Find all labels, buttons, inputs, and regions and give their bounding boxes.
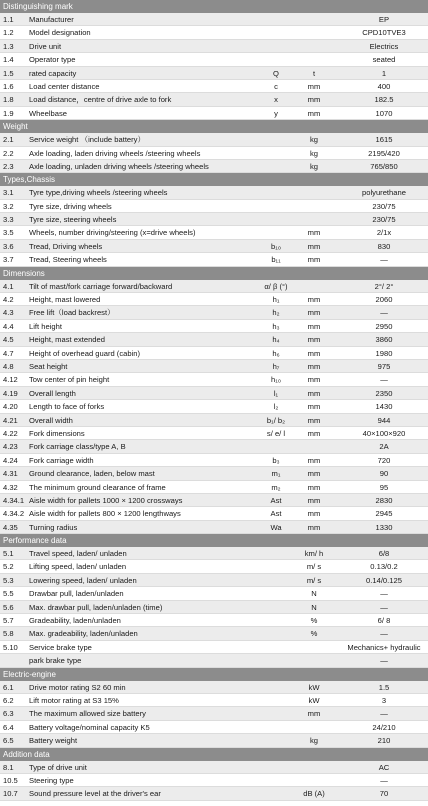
spec-row	[0, 427, 428, 440]
row-value: 3	[381, 695, 387, 705]
row-description: Tyre size, steering wheels	[29, 215, 117, 225]
row-value: Electrics	[369, 41, 399, 51]
row-value: 1330	[375, 522, 393, 532]
spec-row	[0, 494, 428, 507]
row-symbol: b₁₁	[271, 255, 281, 265]
row-number: 3.1	[3, 188, 14, 198]
row-number: 4.24	[3, 455, 18, 465]
row-value: 40×100×920	[362, 428, 406, 438]
spec-row	[0, 67, 428, 80]
row-unit: mm	[307, 241, 321, 251]
row-unit: mm	[307, 402, 321, 412]
row-value: 1615	[375, 135, 393, 145]
row-number: 5.6	[3, 602, 14, 612]
row-unit: mm	[307, 308, 321, 318]
spec-row	[0, 293, 428, 306]
spec-row	[0, 440, 428, 453]
row-description: rated capacity	[29, 68, 77, 78]
row-unit: kW	[308, 682, 320, 692]
row-description: Gradeability, laden/unladen	[29, 616, 121, 626]
row-number: 4.23	[3, 442, 18, 452]
row-value: 90	[379, 469, 389, 479]
row-description: park brake type	[29, 656, 82, 666]
row-value: 1.5	[378, 682, 390, 692]
row-value: 720	[377, 455, 391, 465]
row-description: Seat height	[29, 361, 68, 371]
row-description: Tyre type,driving wheels /steering wheels	[29, 188, 168, 198]
row-value: EP	[378, 15, 390, 24]
row-description: Battery weight	[29, 736, 78, 746]
spec-row	[0, 360, 428, 373]
row-unit: t	[312, 68, 316, 78]
row-value: —	[380, 656, 388, 666]
row-number: 3.3	[3, 215, 14, 225]
row-unit: mm	[307, 375, 321, 385]
row-symbol: h₆	[272, 348, 280, 358]
row-value: 2195/420	[368, 148, 400, 158]
row-description: Operator type	[29, 55, 76, 65]
row-value: 210	[377, 736, 391, 746]
spec-row	[0, 467, 428, 480]
section-header: Types,Chassis	[0, 173, 428, 186]
spec-row	[0, 400, 428, 413]
row-description: Tilt of mast/fork carriage forward/backward	[29, 281, 173, 291]
row-number: 4.1	[3, 281, 14, 291]
row-value: —	[380, 775, 388, 785]
spec-row	[0, 40, 428, 53]
spec-row	[0, 774, 428, 787]
row-value: —	[380, 375, 388, 385]
spec-row	[0, 694, 428, 707]
row-description: Load center distance	[29, 81, 100, 91]
spec-row	[0, 320, 428, 333]
row-description: Load distance，centre of drive axle to fork	[29, 95, 172, 105]
spec-row	[0, 306, 428, 319]
row-value: Mechanics+ hydraulic	[347, 642, 421, 652]
row-number: 1.5	[3, 68, 14, 78]
row-unit: m/ s	[306, 575, 322, 585]
row-value: 2350	[375, 388, 393, 398]
row-unit: mm	[307, 415, 321, 425]
row-value: 944	[377, 415, 391, 425]
row-symbol: c	[274, 81, 278, 91]
spec-row	[0, 200, 428, 213]
row-description: Wheelbase	[29, 108, 67, 118]
row-value: polyurethane	[362, 188, 406, 198]
row-description: Overall width	[29, 415, 73, 425]
row-number: 4.7	[3, 348, 14, 358]
row-number: 5.1	[3, 549, 14, 559]
row-symbol: h₃	[272, 321, 280, 331]
spec-row	[0, 253, 428, 266]
row-symbol: α/ β (°)	[264, 281, 288, 291]
row-number: 4.31	[3, 469, 18, 479]
row-description: Lifting speed, laden/ unladen	[29, 562, 127, 572]
row-description: Turning radius	[29, 522, 78, 532]
row-value: —	[380, 629, 388, 639]
spec-row	[0, 160, 428, 173]
row-number: 6.5	[3, 736, 14, 746]
row-symbol: h₁	[272, 295, 280, 305]
row-number: 10.7	[3, 789, 18, 799]
row-symbol: l₂	[273, 402, 279, 412]
row-unit: %	[310, 629, 318, 639]
row-unit: mm	[307, 108, 321, 118]
spec-row	[0, 601, 428, 614]
row-number: 4.2	[3, 295, 14, 305]
row-value: 230/75	[372, 201, 396, 211]
spec-row	[0, 707, 428, 720]
row-value: 400	[377, 81, 391, 91]
spec-row	[0, 186, 428, 199]
row-symbol: h₇	[272, 361, 280, 371]
row-value: 2A	[379, 442, 389, 452]
spec-row	[0, 26, 428, 39]
row-number: 4.35	[3, 522, 18, 532]
spec-row	[0, 681, 428, 694]
row-unit: mm	[307, 482, 321, 492]
row-description: Wheels, number driving/steering (x=drive wheels)	[29, 228, 196, 238]
section-header: Distinguishing mark	[0, 0, 428, 13]
row-description: Fork dimensions	[29, 428, 85, 438]
spec-row	[0, 280, 428, 293]
row-unit: mm	[307, 522, 321, 532]
row-number: 5.10	[3, 642, 18, 652]
row-number: 4.19	[3, 388, 18, 398]
row-description: Lift motor rating at S3 15%	[29, 695, 119, 705]
row-number: 4.20	[3, 402, 18, 412]
spec-row	[0, 787, 428, 800]
row-unit: mm	[307, 428, 321, 438]
row-number: 3.6	[3, 241, 14, 251]
row-number: 5.8	[3, 629, 14, 639]
row-value: 70	[379, 789, 389, 799]
spec-row	[0, 347, 428, 360]
row-number: 4.22	[3, 428, 18, 438]
row-value: 830	[377, 241, 391, 251]
row-value: 3860	[375, 335, 393, 345]
row-number: 4.3	[3, 308, 14, 318]
row-symbol: m₂	[271, 482, 281, 492]
row-value: 1430	[375, 402, 393, 412]
row-symbol: x	[274, 95, 278, 105]
row-unit: N	[311, 589, 317, 599]
row-number: 2.3	[3, 161, 14, 171]
row-unit: mm	[307, 495, 321, 505]
row-description: Tread, Driving wheels	[29, 241, 103, 251]
spec-row	[0, 654, 428, 667]
row-description: Travel speed, laden/ unladen	[29, 549, 127, 559]
row-value: 0.13/0.2	[370, 562, 398, 572]
spec-row	[0, 226, 428, 239]
row-number: 3.7	[3, 255, 14, 265]
row-symbol: b₁/ b₂	[266, 415, 286, 425]
row-symbol: b₁₀	[271, 241, 281, 251]
row-unit: mm	[307, 228, 321, 238]
spec-row	[0, 107, 428, 120]
row-number: 1.2	[3, 28, 14, 38]
row-description: Overall length	[29, 388, 76, 398]
spec-row	[0, 133, 428, 146]
row-unit: m/ s	[306, 562, 322, 572]
row-symbol: h₁₀	[271, 375, 281, 385]
row-unit: kg	[309, 161, 319, 171]
row-value: —	[380, 308, 388, 318]
row-symbol: s/ e/ l	[266, 428, 286, 438]
row-number: 2.2	[3, 148, 14, 158]
spec-row	[0, 80, 428, 93]
row-number: 4.4	[3, 321, 14, 331]
row-description: Drawbar pull, laden/unladen	[29, 589, 124, 599]
row-description: Sound pressure level at the driver's ear	[29, 789, 161, 799]
row-number: 4.5	[3, 335, 14, 345]
section-header: Weight	[0, 120, 428, 133]
row-symbol: h₂	[272, 308, 280, 318]
row-value: 2830	[375, 495, 393, 505]
row-number: 4.8	[3, 361, 14, 371]
row-unit: mm	[307, 321, 321, 331]
row-number: 5.2	[3, 562, 14, 572]
row-unit: mm	[307, 469, 321, 479]
row-value: 2950	[375, 321, 393, 331]
row-value: 95	[379, 482, 389, 492]
row-description: Manufacturer	[29, 15, 74, 24]
row-description: Battery voltage/nominal capacity K5	[29, 722, 150, 732]
row-description: Drive unit	[29, 41, 62, 51]
row-unit: mm	[307, 388, 321, 398]
row-number: 5.5	[3, 589, 14, 599]
row-symbol: Wa	[270, 522, 282, 532]
row-number: 4.34.2	[3, 509, 25, 519]
spec-row	[0, 13, 428, 26]
row-symbol: Ast	[270, 495, 282, 505]
row-description: Height, mast extended	[29, 335, 105, 345]
spec-row	[0, 641, 428, 654]
spec-row	[0, 240, 428, 253]
row-description: Tyre size, driving wheels	[29, 201, 112, 211]
spec-row	[0, 574, 428, 587]
section-header: Dimensions	[0, 267, 428, 280]
row-number: 1.1	[3, 15, 14, 24]
row-number: 5.3	[3, 575, 14, 585]
row-value: AC	[378, 762, 390, 772]
row-description: Aisle width for pallets 800 × 1200 lengthways	[29, 509, 181, 519]
row-unit: %	[310, 616, 318, 626]
spec-row	[0, 414, 428, 427]
row-description: Max. drawbar pull, laden/unladen (time)	[29, 602, 163, 612]
row-symbol: h₄	[272, 335, 280, 345]
spec-row	[0, 454, 428, 467]
spec-row	[0, 547, 428, 560]
row-symbol: Q	[273, 68, 279, 78]
row-unit: mm	[307, 509, 321, 519]
spec-row	[0, 507, 428, 520]
row-number: 6.1	[3, 682, 14, 692]
row-unit: N	[311, 602, 317, 612]
row-value: 6/8	[378, 549, 390, 559]
row-symbol: b₃	[272, 455, 280, 465]
row-description: Service weight （include battery）	[29, 135, 146, 145]
row-symbol: y	[274, 108, 278, 118]
row-number: 1.6	[3, 81, 14, 91]
spec-row	[0, 333, 428, 346]
row-unit: kg	[309, 135, 319, 145]
row-symbol: Ast	[270, 509, 282, 519]
row-value: 24/210	[372, 722, 396, 732]
spec-row	[0, 627, 428, 640]
row-number: 8.1	[3, 762, 14, 772]
row-value: —	[380, 255, 388, 265]
row-value: seated	[372, 55, 396, 65]
row-description: Tread, Steering wheels	[29, 255, 107, 265]
row-value: 1	[381, 68, 387, 78]
row-unit: mm	[307, 709, 321, 719]
spec-row	[0, 147, 428, 160]
spec-row	[0, 761, 428, 774]
row-description: Height of overhead guard (cabin)	[29, 348, 141, 358]
row-description: Axle loading, laden driving wheels /steering wheels	[29, 148, 201, 158]
row-description: Fork carriage class/type A, B	[29, 442, 126, 452]
row-description: Fork carriage width	[29, 455, 94, 465]
row-description: Lift height	[29, 321, 62, 331]
row-number: 1.4	[3, 55, 14, 65]
row-value: 1980	[375, 348, 393, 358]
row-number: 1.3	[3, 41, 14, 51]
row-unit: mm	[307, 348, 321, 358]
row-value: 2945	[375, 509, 393, 519]
spec-row	[0, 614, 428, 627]
row-number: 3.2	[3, 201, 14, 211]
row-number: 2.1	[3, 135, 14, 145]
row-value: 2°/ 2°	[374, 281, 394, 291]
row-description: The minimum ground clearance of frame	[29, 482, 166, 492]
row-value: —	[380, 589, 388, 599]
spec-row	[0, 213, 428, 226]
row-description: Free lift（load backrest）	[29, 308, 115, 318]
row-number: 6.4	[3, 722, 14, 732]
row-description: Lowering speed, laden/ unladen	[29, 575, 137, 585]
row-description: Height, mast lowered	[29, 295, 101, 305]
row-description: Aisle width for pallets 1000 × 1200 crossways	[29, 495, 183, 505]
spec-row	[0, 587, 428, 600]
section-header: Performance data	[0, 534, 428, 547]
row-number: 1.9	[3, 108, 14, 118]
row-symbol: m₁	[271, 469, 281, 479]
row-value: 1070	[375, 108, 393, 118]
row-unit: mm	[307, 95, 321, 105]
spec-row	[0, 53, 428, 66]
row-description: Max. gradeability, laden/unladen	[29, 629, 138, 639]
row-unit: mm	[307, 335, 321, 345]
spec-row	[0, 521, 428, 534]
row-value: 230/75	[372, 215, 396, 225]
spec-row	[0, 387, 428, 400]
row-value: 2/1x	[376, 228, 392, 238]
row-description: The maximum allowed size battery	[29, 709, 146, 719]
row-value: 975	[377, 361, 391, 371]
row-unit: km/ h	[304, 549, 324, 559]
spec-row	[0, 721, 428, 734]
row-description: Tow center of pin height	[29, 375, 110, 385]
spec-row	[0, 734, 428, 747]
row-value: CPD10TVE3	[362, 28, 406, 38]
row-number: 6.2	[3, 695, 14, 705]
row-number: 3.5	[3, 228, 14, 238]
row-value: —	[380, 602, 388, 612]
row-unit: mm	[307, 81, 321, 91]
row-value: 0.14/0.125	[366, 575, 402, 585]
row-description: Steering type	[29, 775, 74, 785]
spec-row	[0, 373, 428, 386]
row-unit: kg	[309, 736, 319, 746]
row-unit: mm	[307, 455, 321, 465]
section-header: Electric-engine	[0, 668, 428, 681]
row-unit: mm	[307, 295, 321, 305]
row-description: Ground clearance, laden, below mast	[29, 469, 155, 479]
row-description: Type of drive unit	[29, 762, 87, 772]
row-description: Axle loading, unladen driving wheels /steering wheels	[29, 161, 209, 171]
spec-row	[0, 93, 428, 106]
spec-row	[0, 481, 428, 494]
row-number: 4.34.1	[3, 495, 25, 505]
row-value: —	[380, 709, 388, 719]
row-unit: kW	[308, 695, 320, 705]
row-number: 5.7	[3, 616, 14, 626]
row-number: 4.21	[3, 415, 18, 425]
row-value: 2060	[375, 295, 393, 305]
row-value: 6/ 8	[377, 616, 391, 626]
spec-row	[0, 560, 428, 573]
row-number: 1.8	[3, 95, 14, 105]
row-description: Drive motor rating S2 60 min	[29, 682, 126, 692]
row-number: 6.3	[3, 709, 14, 719]
row-unit: dB (A)	[303, 789, 325, 799]
row-description: Model designation	[29, 28, 91, 38]
row-unit: mm	[307, 361, 321, 371]
row-value: 182.5	[374, 95, 394, 105]
row-symbol: l₁	[273, 388, 279, 398]
row-value: 765/850	[370, 161, 398, 171]
row-number: 10.5	[3, 775, 18, 785]
row-number: 4.12	[3, 375, 18, 385]
row-number: 4.32	[3, 482, 18, 492]
row-description: Service brake type	[29, 642, 92, 652]
row-unit: kg	[309, 148, 319, 158]
section-header: Addition data	[0, 748, 428, 761]
row-unit: mm	[307, 255, 321, 265]
row-description: Length to face of forks	[29, 402, 105, 412]
